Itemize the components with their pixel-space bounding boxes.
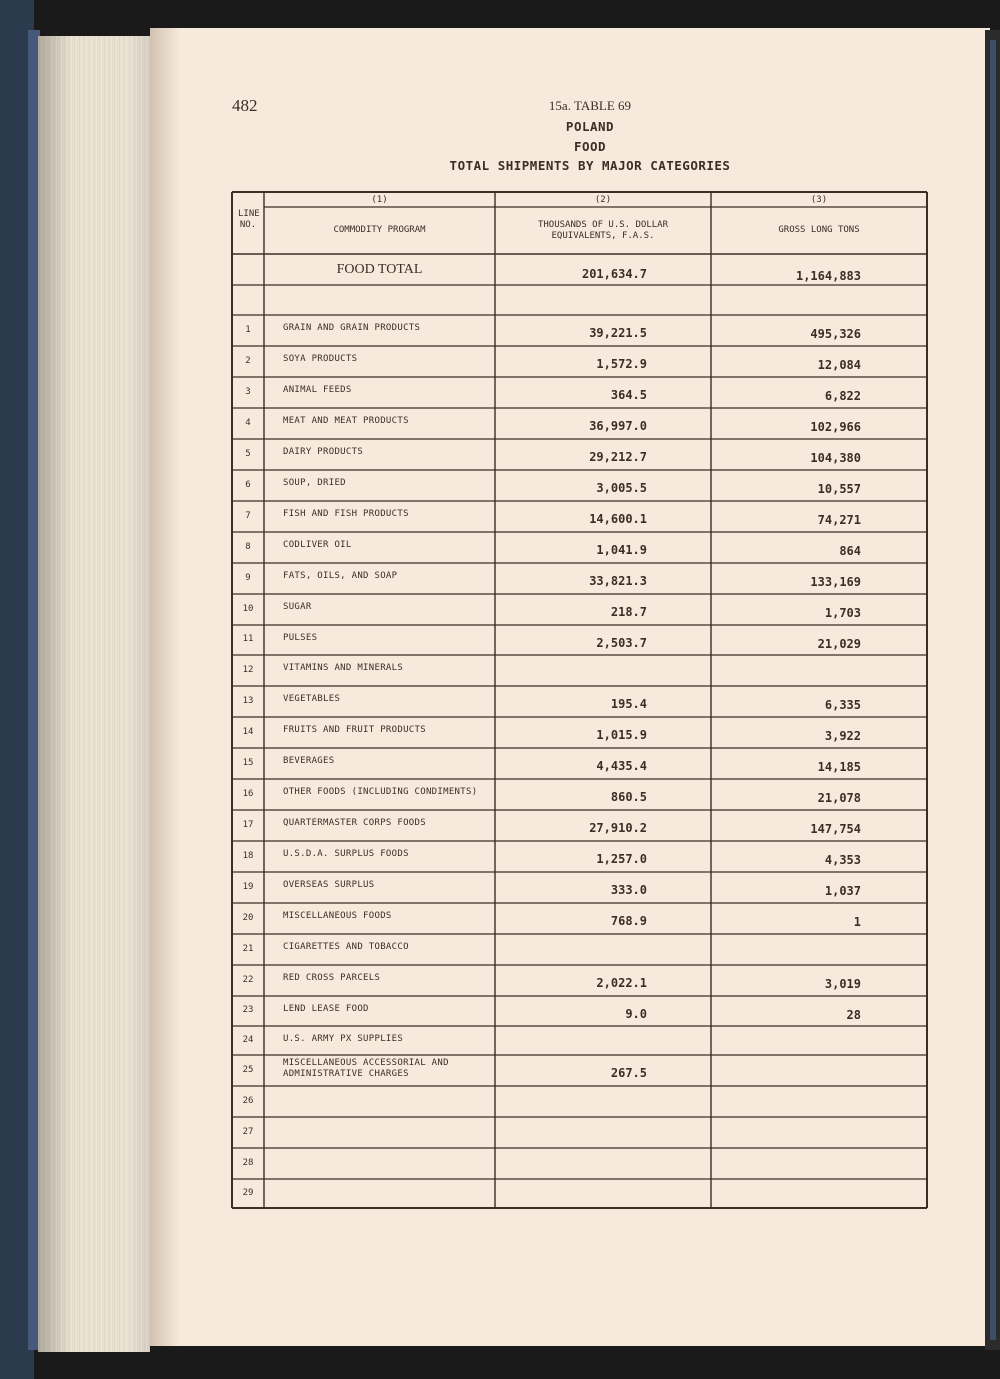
tons-value: 21,029 [817, 637, 861, 651]
commodity-label: SUGAR [283, 602, 312, 612]
commodity-label: FISH AND FISH PRODUCTS [283, 509, 409, 519]
tons-value: 1,703 [824, 606, 861, 620]
table-subtitle: TOTAL SHIPMENTS BY MAJOR CATEGORIES [449, 158, 731, 173]
dollars-value: 4,435.4 [596, 759, 647, 773]
line-number: 4 [245, 417, 251, 428]
tons-value: 14,185 [817, 760, 861, 774]
dollars-value: 2,503.7 [596, 636, 647, 650]
line-number: 7 [245, 510, 251, 521]
line-number: 6 [245, 479, 251, 490]
line-number: 29 [242, 1187, 254, 1198]
line-number: 9 [245, 572, 251, 583]
tons-value: 495,326 [810, 327, 861, 341]
dollars-value: 1,015.9 [596, 728, 647, 742]
dollars-value: 14,600.1 [589, 512, 647, 526]
dollars-value: 9.0 [625, 1007, 647, 1021]
tons-value: 28 [846, 1008, 861, 1022]
commodity-label: RED CROSS PARCELS [283, 973, 381, 983]
food-total-label: FOOD TOTAL [336, 262, 423, 277]
table-reference: 15a. TABLE 69 [548, 98, 632, 113]
line-number: 19 [242, 881, 254, 892]
tons-value: 12,084 [817, 358, 861, 372]
tons-value: 6,335 [824, 698, 861, 712]
tons-value: 3,019 [824, 977, 861, 991]
tons-value: 21,078 [817, 791, 861, 805]
header-line-no: LINE NO. [238, 209, 260, 230]
line-number: 25 [242, 1064, 254, 1075]
dollars-value: 29,212.7 [589, 450, 647, 464]
dollars-value: 333.0 [610, 883, 647, 897]
commodity-label: DAIRY PRODUCTS [283, 447, 364, 457]
dollars-value: 1,257.0 [596, 852, 647, 866]
line-number: 3 [245, 386, 251, 397]
page-number: 482 [232, 96, 258, 115]
tons-value: 1,037 [824, 884, 861, 898]
commodity-label: SOYA PRODUCTS [283, 354, 358, 364]
header-commodity-program: COMMODITY PROGRAM [333, 225, 426, 235]
commodity-label: OTHER FOODS (INCLUDING CONDIMENTS) [283, 787, 478, 797]
header-dollars-line1: THOUSANDS OF U.S. DOLLAR [537, 220, 669, 230]
commodity-label: VEGETABLES [283, 694, 341, 704]
commodity-label: MEAT AND MEAT PRODUCTS [283, 416, 409, 426]
header-col2-number: (2) [594, 195, 612, 205]
tons-value: 74,271 [817, 513, 861, 527]
commodity-label: MISCELLANEOUS ACCESSORIAL AND ADMINISTRATIVE CHARGES [283, 1058, 449, 1079]
category-title: FOOD [573, 139, 607, 154]
commodity-label: SOUP, DRIED [283, 478, 346, 488]
tons-value: 4,353 [824, 853, 861, 867]
commodity-label: MISCELLANEOUS FOODS [283, 911, 392, 921]
line-number: 5 [245, 448, 251, 459]
tons-value: 6,822 [824, 389, 861, 403]
tons-value: 133,169 [810, 575, 861, 589]
line-number: 1 [245, 324, 251, 335]
line-number: 16 [242, 788, 254, 799]
tons-value: 147,754 [810, 822, 861, 836]
line-number: 11 [242, 634, 254, 644]
dollars-value: 3,005.5 [596, 481, 647, 495]
dollars-value: 267.5 [610, 1066, 647, 1080]
line-number: 18 [242, 850, 254, 861]
line-number: 20 [242, 912, 254, 923]
line-number: 23 [242, 1005, 254, 1015]
commodity-label: CIGARETTES AND TOBACCO [283, 942, 409, 952]
commodity-label: GRAIN AND GRAIN PRODUCTS [283, 323, 421, 333]
line-number: 14 [242, 726, 254, 737]
line-number: 24 [242, 1034, 254, 1045]
dollars-value: 195.4 [610, 697, 647, 711]
commodity-label: PULSES [283, 633, 318, 643]
dollars-value: 39,221.5 [589, 326, 647, 340]
food-total-tons: 1,164,883 [795, 269, 861, 283]
commodity-label: FATS, OILS, AND SOAP [283, 571, 398, 581]
commodity-label: LEND LEASE FOOD [283, 1004, 369, 1014]
commodity-label: CODLIVER OIL [283, 540, 352, 550]
line-number: 12 [242, 664, 254, 675]
line-number: 15 [242, 757, 254, 768]
dollars-value: 27,910.2 [589, 821, 647, 835]
dollars-value: 364.5 [610, 388, 647, 402]
line-number: 22 [242, 974, 254, 985]
dollars-value: 218.7 [610, 605, 647, 619]
line-number: 21 [242, 943, 254, 954]
dollars-value: 33,821.3 [589, 574, 647, 588]
dollars-value: 860.5 [610, 790, 647, 804]
tons-value: 10,557 [817, 482, 861, 496]
dollars-value: 1,572.9 [596, 357, 647, 371]
tons-value: 102,966 [810, 420, 861, 434]
food-total-dollars: 201,634.7 [581, 267, 647, 281]
header-col3-number: (3) [810, 195, 828, 205]
tons-value: 104,380 [810, 451, 861, 465]
line-number: 17 [242, 819, 254, 830]
commodity-label: VITAMINS AND MINERALS [283, 663, 404, 673]
country-title: POLAND [565, 119, 615, 134]
dollars-value: 1,041.9 [596, 543, 647, 557]
commodity-label: U.S. ARMY PX SUPPLIES [283, 1034, 404, 1044]
line-number: 26 [242, 1095, 254, 1106]
header-dollars-line2: EQUIVALENTS, F.A.S. [551, 231, 655, 241]
line-number: 2 [245, 355, 251, 366]
commodity-label: OVERSEAS SURPLUS [283, 880, 375, 890]
commodity-label: BEVERAGES [283, 756, 335, 766]
dollars-value: 36,997.0 [589, 419, 647, 433]
tons-value: 864 [839, 544, 861, 558]
header-col1-number: (1) [371, 195, 388, 205]
tons-value: 3,922 [824, 729, 861, 743]
line-number: 28 [242, 1157, 254, 1168]
dollars-value: 2,022.1 [596, 976, 647, 990]
line-number: 10 [242, 603, 254, 614]
line-number: 27 [242, 1126, 254, 1137]
header-gross-long-tons: GROSS LONG TONS [778, 225, 860, 235]
commodity-label: QUARTERMASTER CORPS FOODS [283, 818, 426, 828]
commodity-label: U.S.D.A. SURPLUS FOODS [283, 849, 409, 859]
dollars-value: 768.9 [610, 914, 647, 928]
commodity-label: ANIMAL FEEDS [283, 385, 352, 395]
line-number: 8 [245, 541, 251, 552]
tons-value: 1 [853, 915, 861, 929]
line-number: 13 [242, 695, 254, 706]
commodity-label: FRUITS AND FRUIT PRODUCTS [283, 725, 426, 735]
